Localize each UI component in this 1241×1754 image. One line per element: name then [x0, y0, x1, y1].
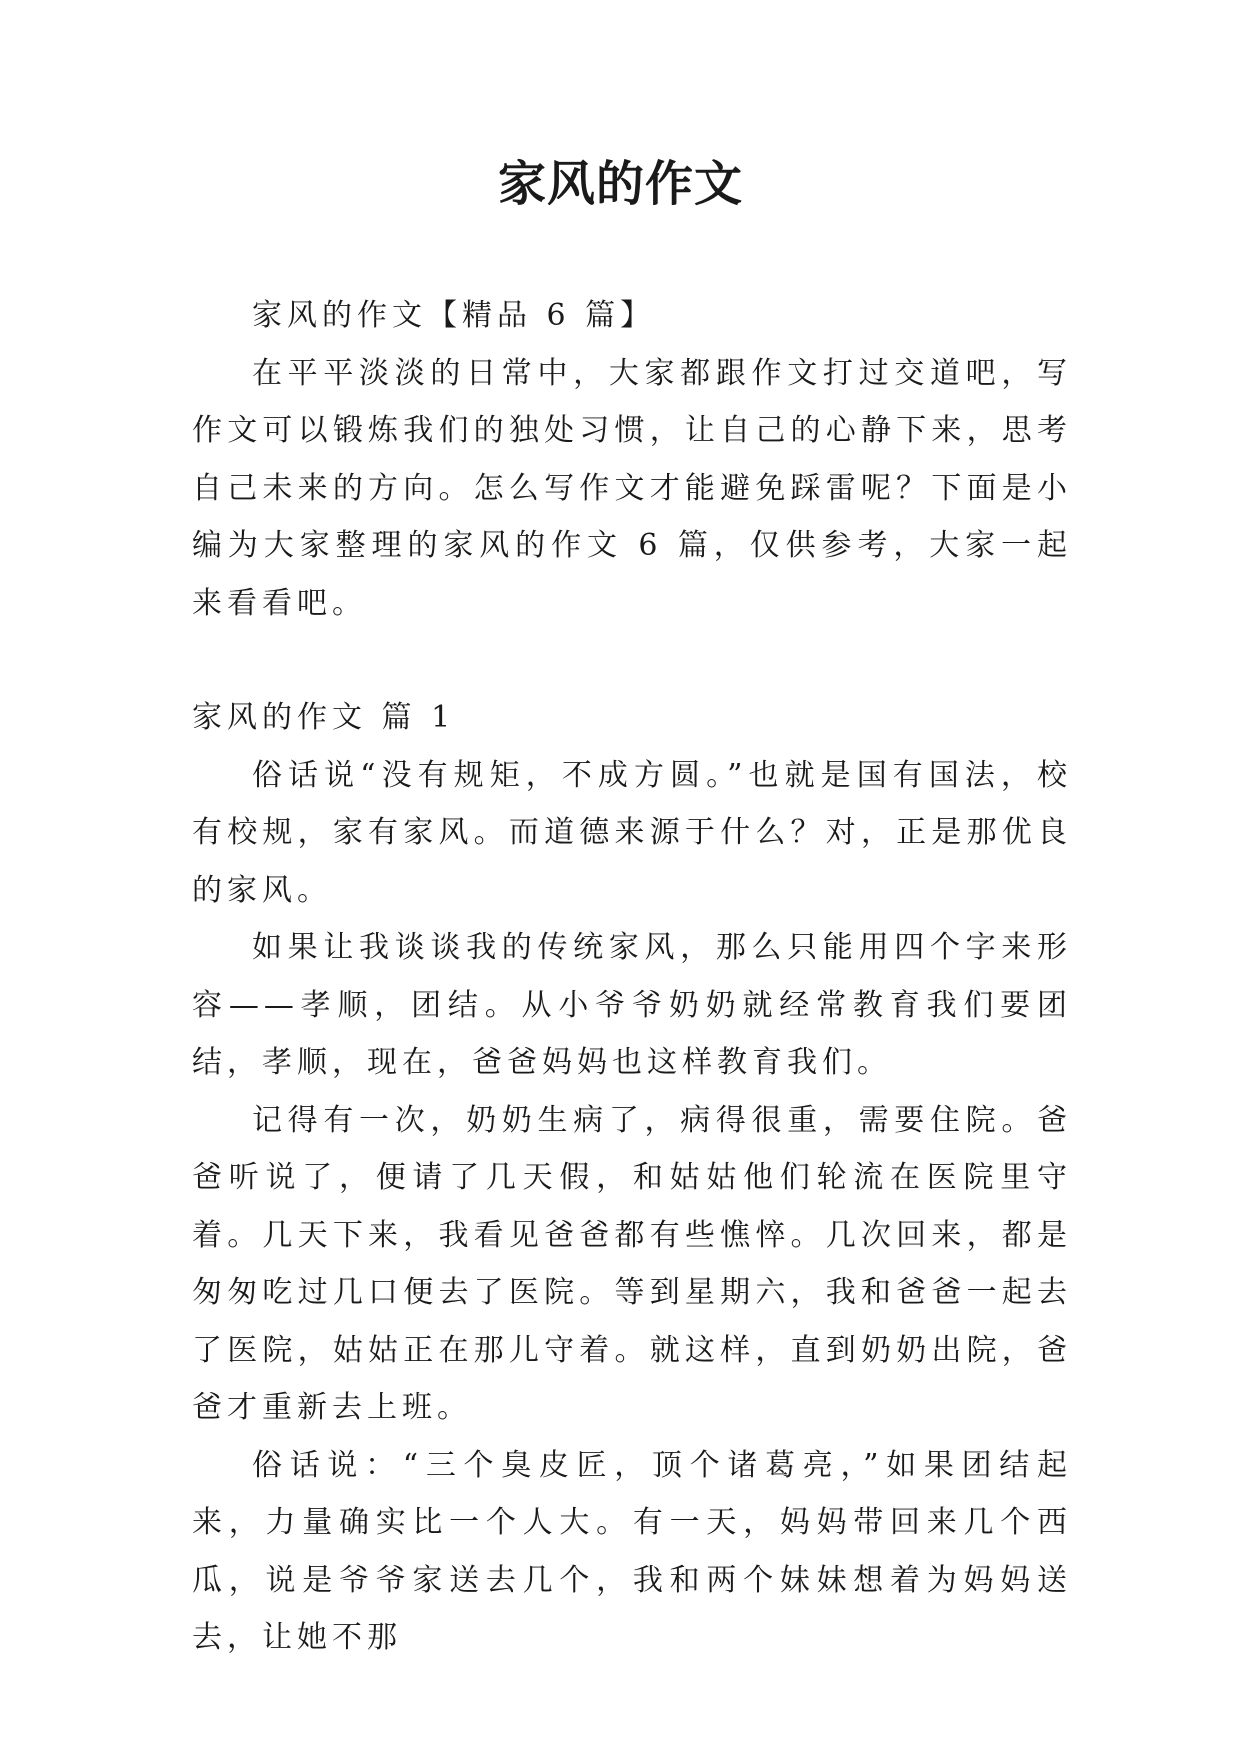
body-paragraph: 俗话说“没有规矩，不成方圆。”也就是国有国法，校有校规，家有家风。而道德来源于什么？对，正是那优良的家风。: [192, 757, 1072, 908]
document-body: [192, 287, 1072, 1667]
body-paragraph: 如果让我谈谈我的传统家风，那么只能用四个字来形容——孝顺，团结。从小爷爷奶奶就经常教育我们要团结，孝顺，现在，爸爸妈妈也这样教育我们。: [192, 930, 1072, 1080]
document-subtitle: 家风的作文【精品 6 篇】: [252, 298, 656, 333]
section-heading: 家风的作文 篇 1: [192, 700, 456, 735]
section-gap: [192, 632, 1072, 689]
document-title: 家风的作文: [497, 156, 743, 212]
body-paragraph: 记得有一次，奶奶生病了，病得很重，需要住院。爸爸听说了，便请了几天假，和姑姑他们轮流在医院里守着。几天下来，我看见爸爸都有些憔悴。几次回来，都是匆匆吃过几口便去了医院。等到星期六，我和爸爸一起去了医院，姑姑正在那儿守着。就这样，直到奶奶出院，爸爸才重新去上班。: [192, 1102, 1072, 1425]
body-paragraph: 俗话说：“三个臭皮匠，顶个诸葛亮，”如果团结起来，力量确实比一个人大。有一天，妈妈带回来几个西瓜，说是爷爷家送去几个，我和两个妹妹想着为妈妈送去，让她不那: [192, 1447, 1072, 1655]
intro-paragraph: 在平平淡淡的日常中，大家都跟作文打过交道吧，写作文可以锻炼我们的独处习惯，让自己的心静下来，思考自己未来的方向。怎么写作文才能避免踩雷呢？下面是小编为大家整理的家风的作文 6 篇，仅供参考，大家一起来看看吧。: [192, 355, 1072, 621]
